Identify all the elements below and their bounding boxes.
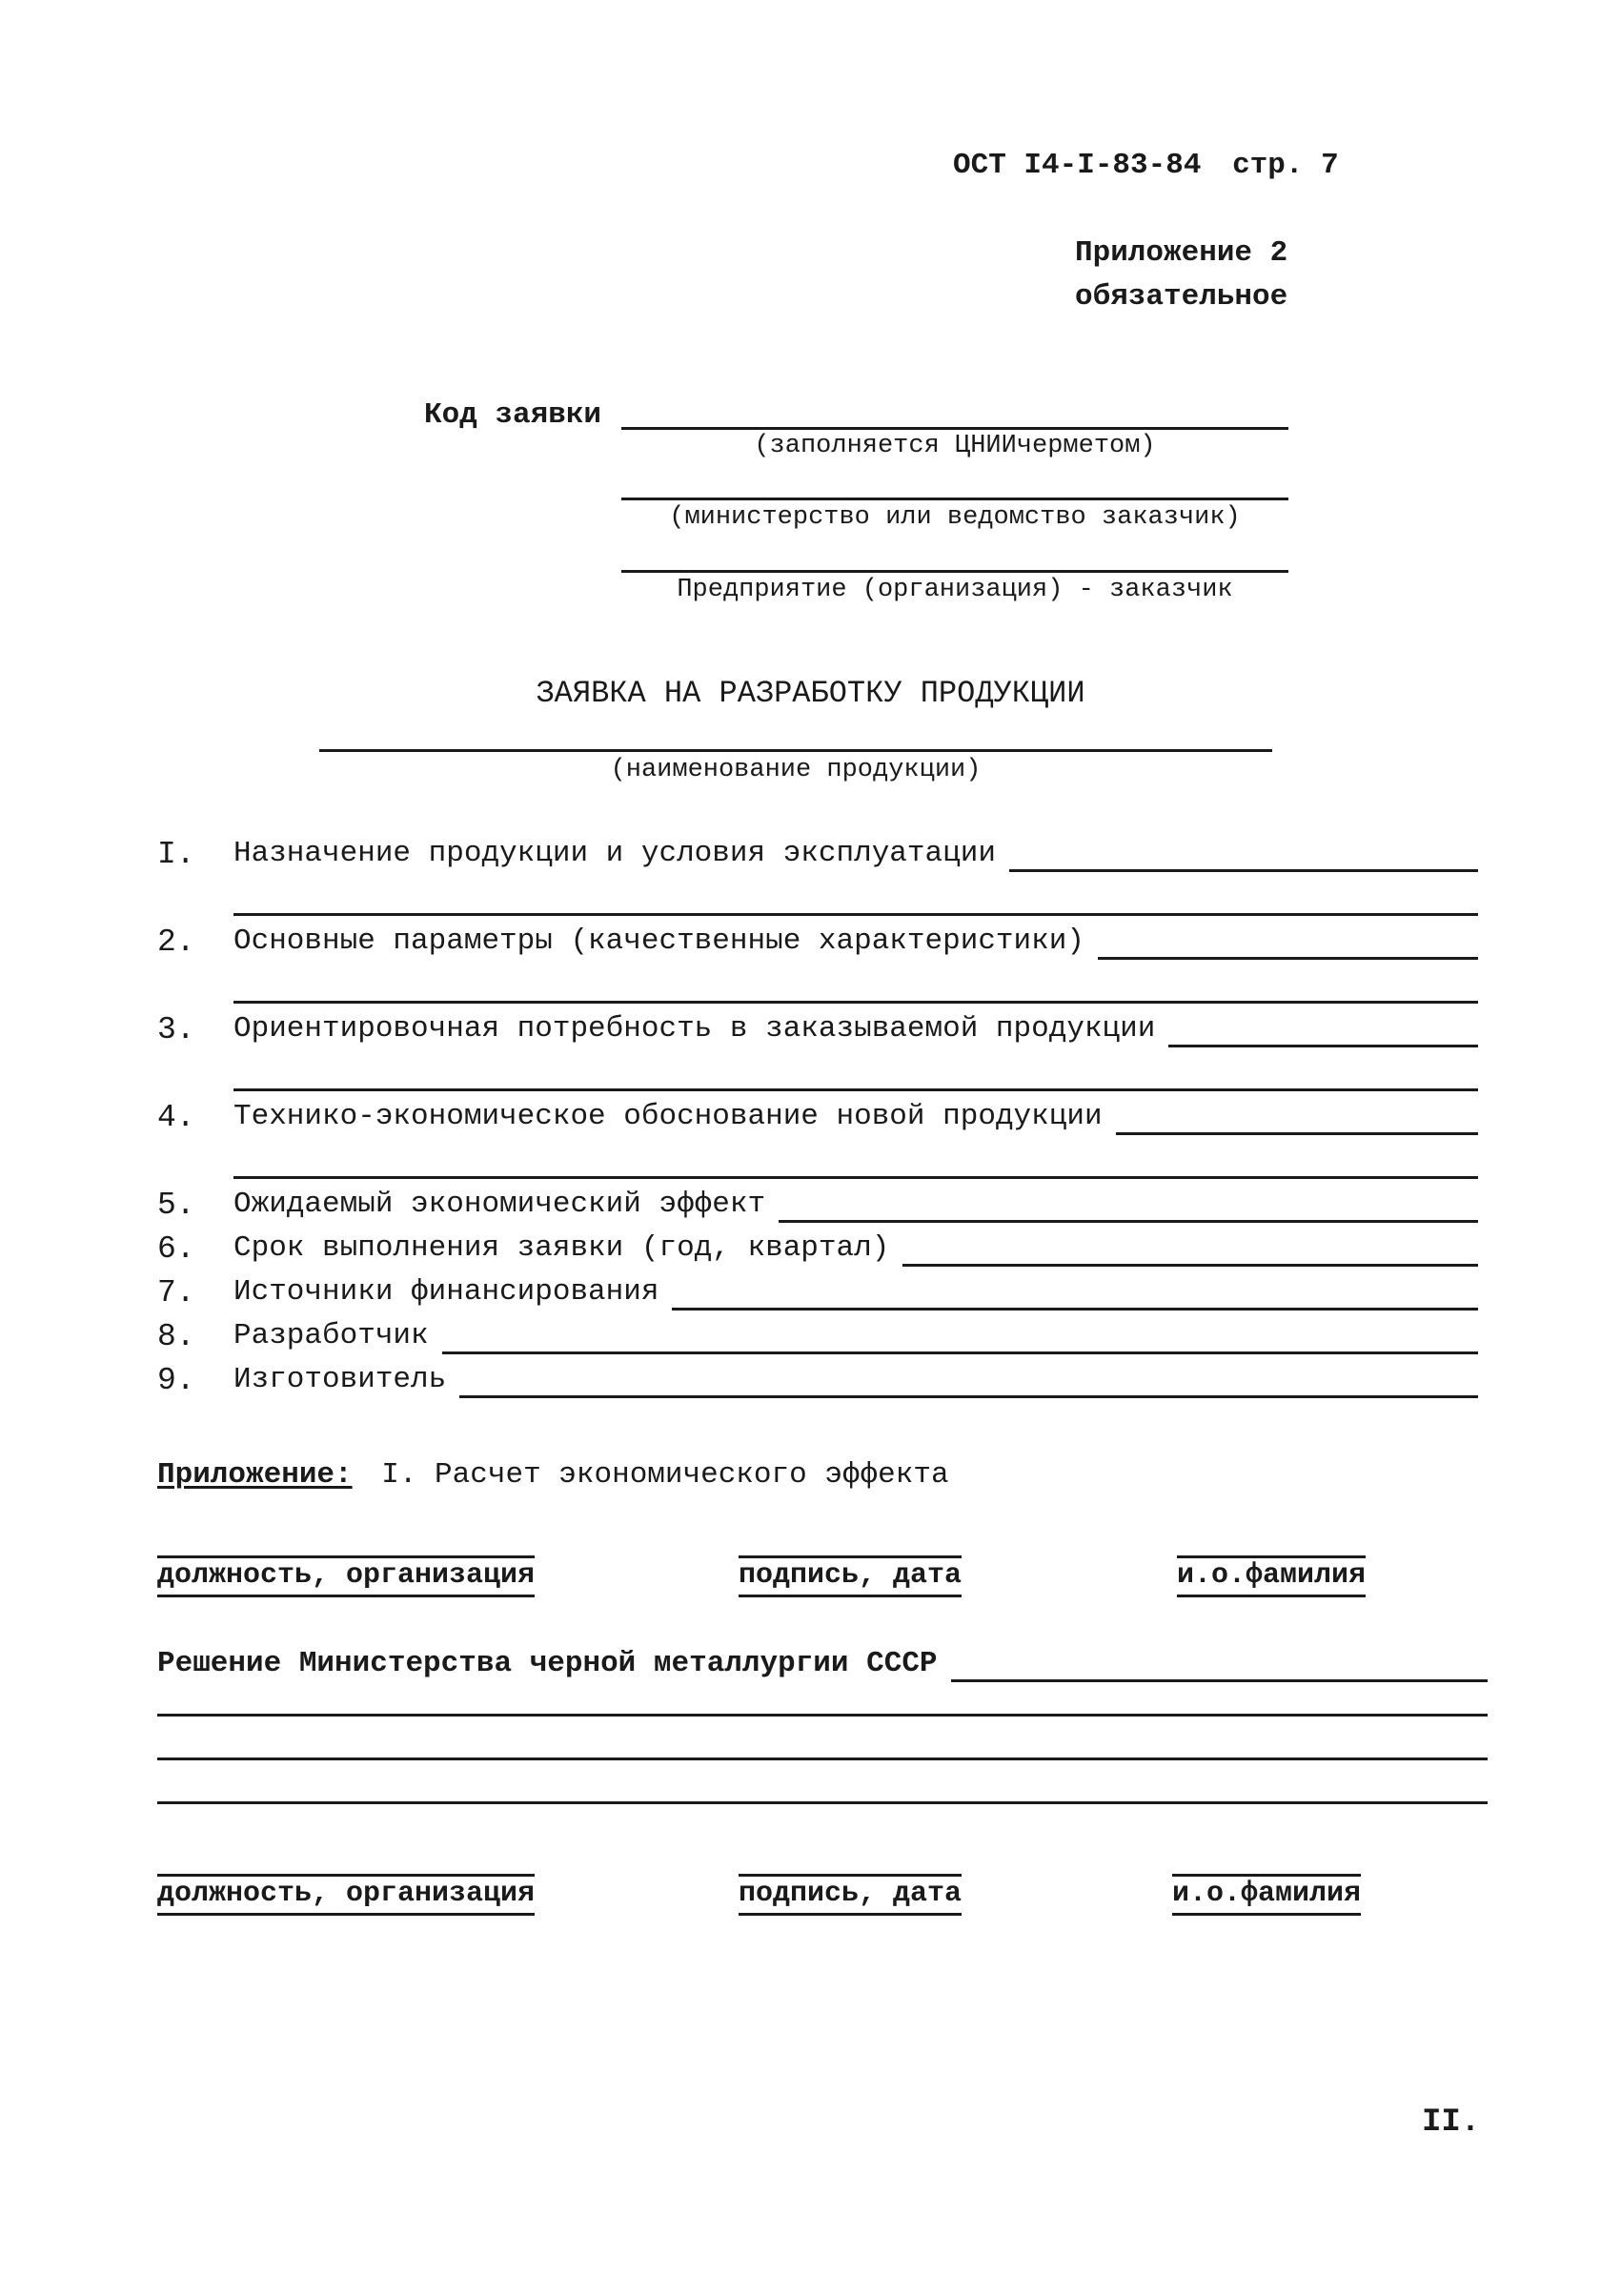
standard-reference	[953, 151, 1339, 180]
request-code-label: Код заявки	[424, 398, 602, 432]
appendix-note-text: I. Расчет экономического эффекта	[381, 1458, 949, 1492]
item-fill-line[interactable]	[1009, 869, 1478, 872]
appendix-status: обязательное	[1075, 280, 1288, 314]
form-title: ЗАЯВКА НА РАЗРАБОТКУ ПРОДУКЦИИ	[536, 676, 1085, 711]
item-label: Источники финансирования	[233, 1275, 659, 1309]
item-continuation-line[interactable]	[233, 913, 1478, 916]
item-fill-line[interactable]	[442, 1351, 1478, 1354]
item-number: 9.	[157, 1363, 195, 1398]
item-label: Срок выполнения заявки (год, квартал)	[233, 1231, 890, 1265]
item-fill-line[interactable]	[779, 1220, 1478, 1223]
item-continuation-line[interactable]	[233, 1001, 1478, 1004]
decision-label: Решение Министерства черной металлургии СССР	[157, 1647, 938, 1680]
item-row-9[interactable]	[233, 1365, 1478, 1394]
enterprise-caption: Предприятие (организация) - заказчик	[677, 576, 1233, 604]
item-fill-line[interactable]	[459, 1395, 1478, 1398]
item-fill-line[interactable]	[1168, 1045, 1478, 1047]
item-row-6[interactable]	[233, 1233, 1478, 1263]
item-fill-line[interactable]	[672, 1308, 1478, 1311]
item-number: 5.	[157, 1188, 195, 1223]
item-number: 6.	[157, 1231, 195, 1267]
decision-fill-line[interactable]	[951, 1679, 1488, 1682]
signature-name-2: и.о.фамилия	[1172, 1874, 1361, 1908]
item-label: Изготовитель	[233, 1363, 447, 1396]
item-number: 2.	[157, 924, 195, 960]
request-code-line[interactable]	[621, 427, 1288, 430]
item-label: Назначение продукции и условия эксплуатации	[233, 837, 996, 870]
signature-sign-date-2: подпись, дата	[739, 1874, 962, 1908]
decision-line[interactable]	[157, 1714, 1488, 1717]
appendix-number: Приложение 2	[1075, 236, 1288, 270]
item-row-8[interactable]	[233, 1321, 1478, 1351]
signature-name-1: и.о.фамилия	[1177, 1555, 1366, 1590]
item-row-5[interactable]	[233, 1189, 1478, 1219]
item-number: 3.	[157, 1012, 195, 1047]
appendix-note	[157, 1460, 949, 1490]
item-number: I.	[157, 837, 195, 872]
decision-row[interactable]	[157, 1649, 1488, 1678]
appendix-note-label: Приложение:	[157, 1458, 353, 1492]
item-fill-line[interactable]	[902, 1264, 1478, 1267]
standard-code: ОСТ I4-I-83-84	[953, 149, 1202, 182]
item-label: Основные параметры (качественные характеристики)	[233, 924, 1084, 958]
item-continuation-line[interactable]	[233, 1176, 1478, 1179]
ministry-line[interactable]	[621, 498, 1288, 500]
item-label: Разработчик	[233, 1319, 429, 1352]
signature-sign-date-1: подпись, дата	[739, 1555, 962, 1590]
item-number: 8.	[157, 1319, 195, 1354]
enterprise-line[interactable]	[621, 570, 1288, 573]
item-fill-line[interactable]	[1116, 1132, 1478, 1135]
item-number: 7.	[157, 1275, 195, 1311]
signature-position-2: должность, организация	[157, 1874, 535, 1908]
item-row-4[interactable]	[233, 1102, 1478, 1131]
product-name-line[interactable]	[319, 749, 1272, 752]
item-label: Ожидаемый экономический эффект	[233, 1188, 766, 1221]
page-reference: стр. 7	[1232, 149, 1339, 182]
item-continuation-line[interactable]	[233, 1088, 1478, 1091]
item-row-1[interactable]	[233, 839, 1478, 868]
item-row-7[interactable]	[233, 1277, 1478, 1307]
item-fill-line[interactable]	[1098, 957, 1478, 960]
decision-line[interactable]	[157, 1758, 1488, 1760]
request-code-caption: (заполняется ЦНИИчерметом)	[754, 432, 1156, 460]
item-label: Ориентировочная потребность в заказываемой продукции	[233, 1012, 1156, 1046]
item-row-3[interactable]	[233, 1014, 1478, 1044]
item-row-2[interactable]	[233, 926, 1478, 956]
ministry-caption: (министерство или ведомство заказчик)	[669, 503, 1241, 532]
signature-position-1: должность, организация	[157, 1555, 535, 1590]
decision-line[interactable]	[157, 1801, 1488, 1804]
page-number: II.	[1422, 2104, 1481, 2141]
item-label: Технико-экономическое обоснование новой продукции	[233, 1100, 1103, 1133]
item-number: 4.	[157, 1100, 195, 1135]
product-name-caption: (наименование продукции)	[610, 756, 982, 784]
